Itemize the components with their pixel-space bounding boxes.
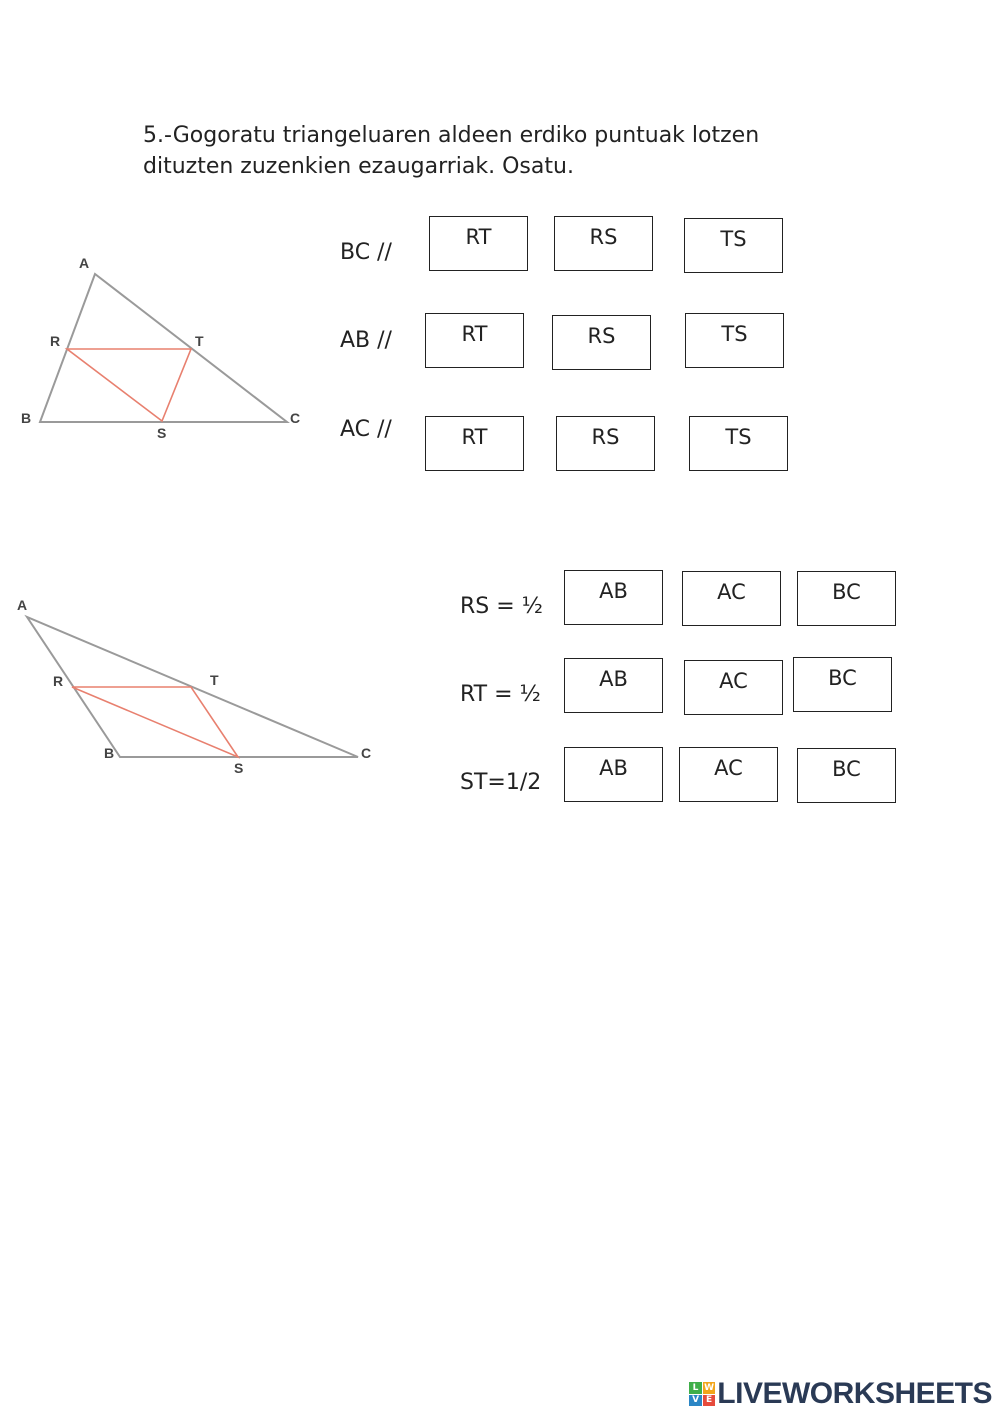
instruction-text <box>143 120 863 182</box>
logo-cubes-icon <box>689 1382 715 1406</box>
logo-cube-v: V <box>689 1395 702 1407</box>
instruction-line-1: 5.-Gogoratu triangeluaren aldeen erdiko puntuak lotzen <box>143 123 760 148</box>
answer-box-st-ac[interactable]: AC <box>679 747 778 802</box>
logo-cube-e: E <box>703 1395 716 1407</box>
answer-box-ac-ts[interactable]: TS <box>689 416 788 471</box>
triangle-1-label-c: C <box>290 410 301 426</box>
parallel-row-1-label: BC // <box>340 240 392 265</box>
answer-box-rs-ab[interactable]: AB <box>564 570 663 625</box>
instruction-line-2: dituzten zuzenkien ezaugarriak. Osatu. <box>143 154 574 179</box>
half-row-3-label: ST=1/2 <box>460 770 542 795</box>
answer-box-rs-ac[interactable]: AC <box>682 571 781 626</box>
triangle-diagram-2 <box>0 590 390 780</box>
answer-box-rs-bc[interactable]: BC <box>797 571 896 626</box>
triangle-1-label-b: B <box>21 410 32 426</box>
answer-box-ab-rs[interactable]: RS <box>552 315 651 370</box>
logo-text: LIVEWORKSHEETS <box>717 1377 992 1410</box>
answer-box-bc-rt[interactable]: RT <box>429 216 528 271</box>
answer-box-ab-ts[interactable]: TS <box>685 313 784 368</box>
logo-cube-l: L <box>689 1382 702 1394</box>
answer-box-rt-bc[interactable]: BC <box>793 657 892 712</box>
triangle-2-label-c: C <box>361 745 372 761</box>
triangle-2-label-r: R <box>53 673 64 689</box>
answer-box-ac-rt[interactable]: RT <box>425 416 524 471</box>
triangle-1-label-s: S <box>157 425 167 441</box>
triangle-1-label-r: R <box>50 333 61 349</box>
triangle-2-label-s: S <box>234 760 244 776</box>
half-row-1-label: RS = ½ <box>460 594 543 619</box>
triangle-1-outline <box>40 274 287 422</box>
liveworksheets-logo <box>689 1376 992 1412</box>
answer-box-bc-rs[interactable]: RS <box>554 216 653 271</box>
answer-box-rt-ab[interactable]: AB <box>564 658 663 713</box>
triangle-1-label-a: A <box>79 255 90 271</box>
answer-box-rt-ac[interactable]: AC <box>684 660 783 715</box>
triangle-2-label-a: A <box>17 597 28 613</box>
half-row-2-label: RT = ½ <box>460 682 541 707</box>
triangle-2-label-b: B <box>104 745 115 761</box>
parallel-row-2-label: AB // <box>340 328 392 353</box>
answer-box-bc-ts[interactable]: TS <box>684 218 783 273</box>
triangle-1-midsegments <box>67 349 191 421</box>
triangle-1-label-t: T <box>195 333 204 349</box>
parallel-row-3-label: AC // <box>340 417 392 442</box>
logo-cube-w: W <box>704 1382 715 1393</box>
answer-box-ab-rt[interactable]: RT <box>425 313 524 368</box>
answer-box-st-ab[interactable]: AB <box>564 747 663 802</box>
answer-box-ac-rs[interactable]: RS <box>556 416 655 471</box>
answer-box-st-bc[interactable]: BC <box>797 748 896 803</box>
triangle-diagram-1 <box>0 240 320 450</box>
triangle-2-label-t: T <box>210 672 219 688</box>
